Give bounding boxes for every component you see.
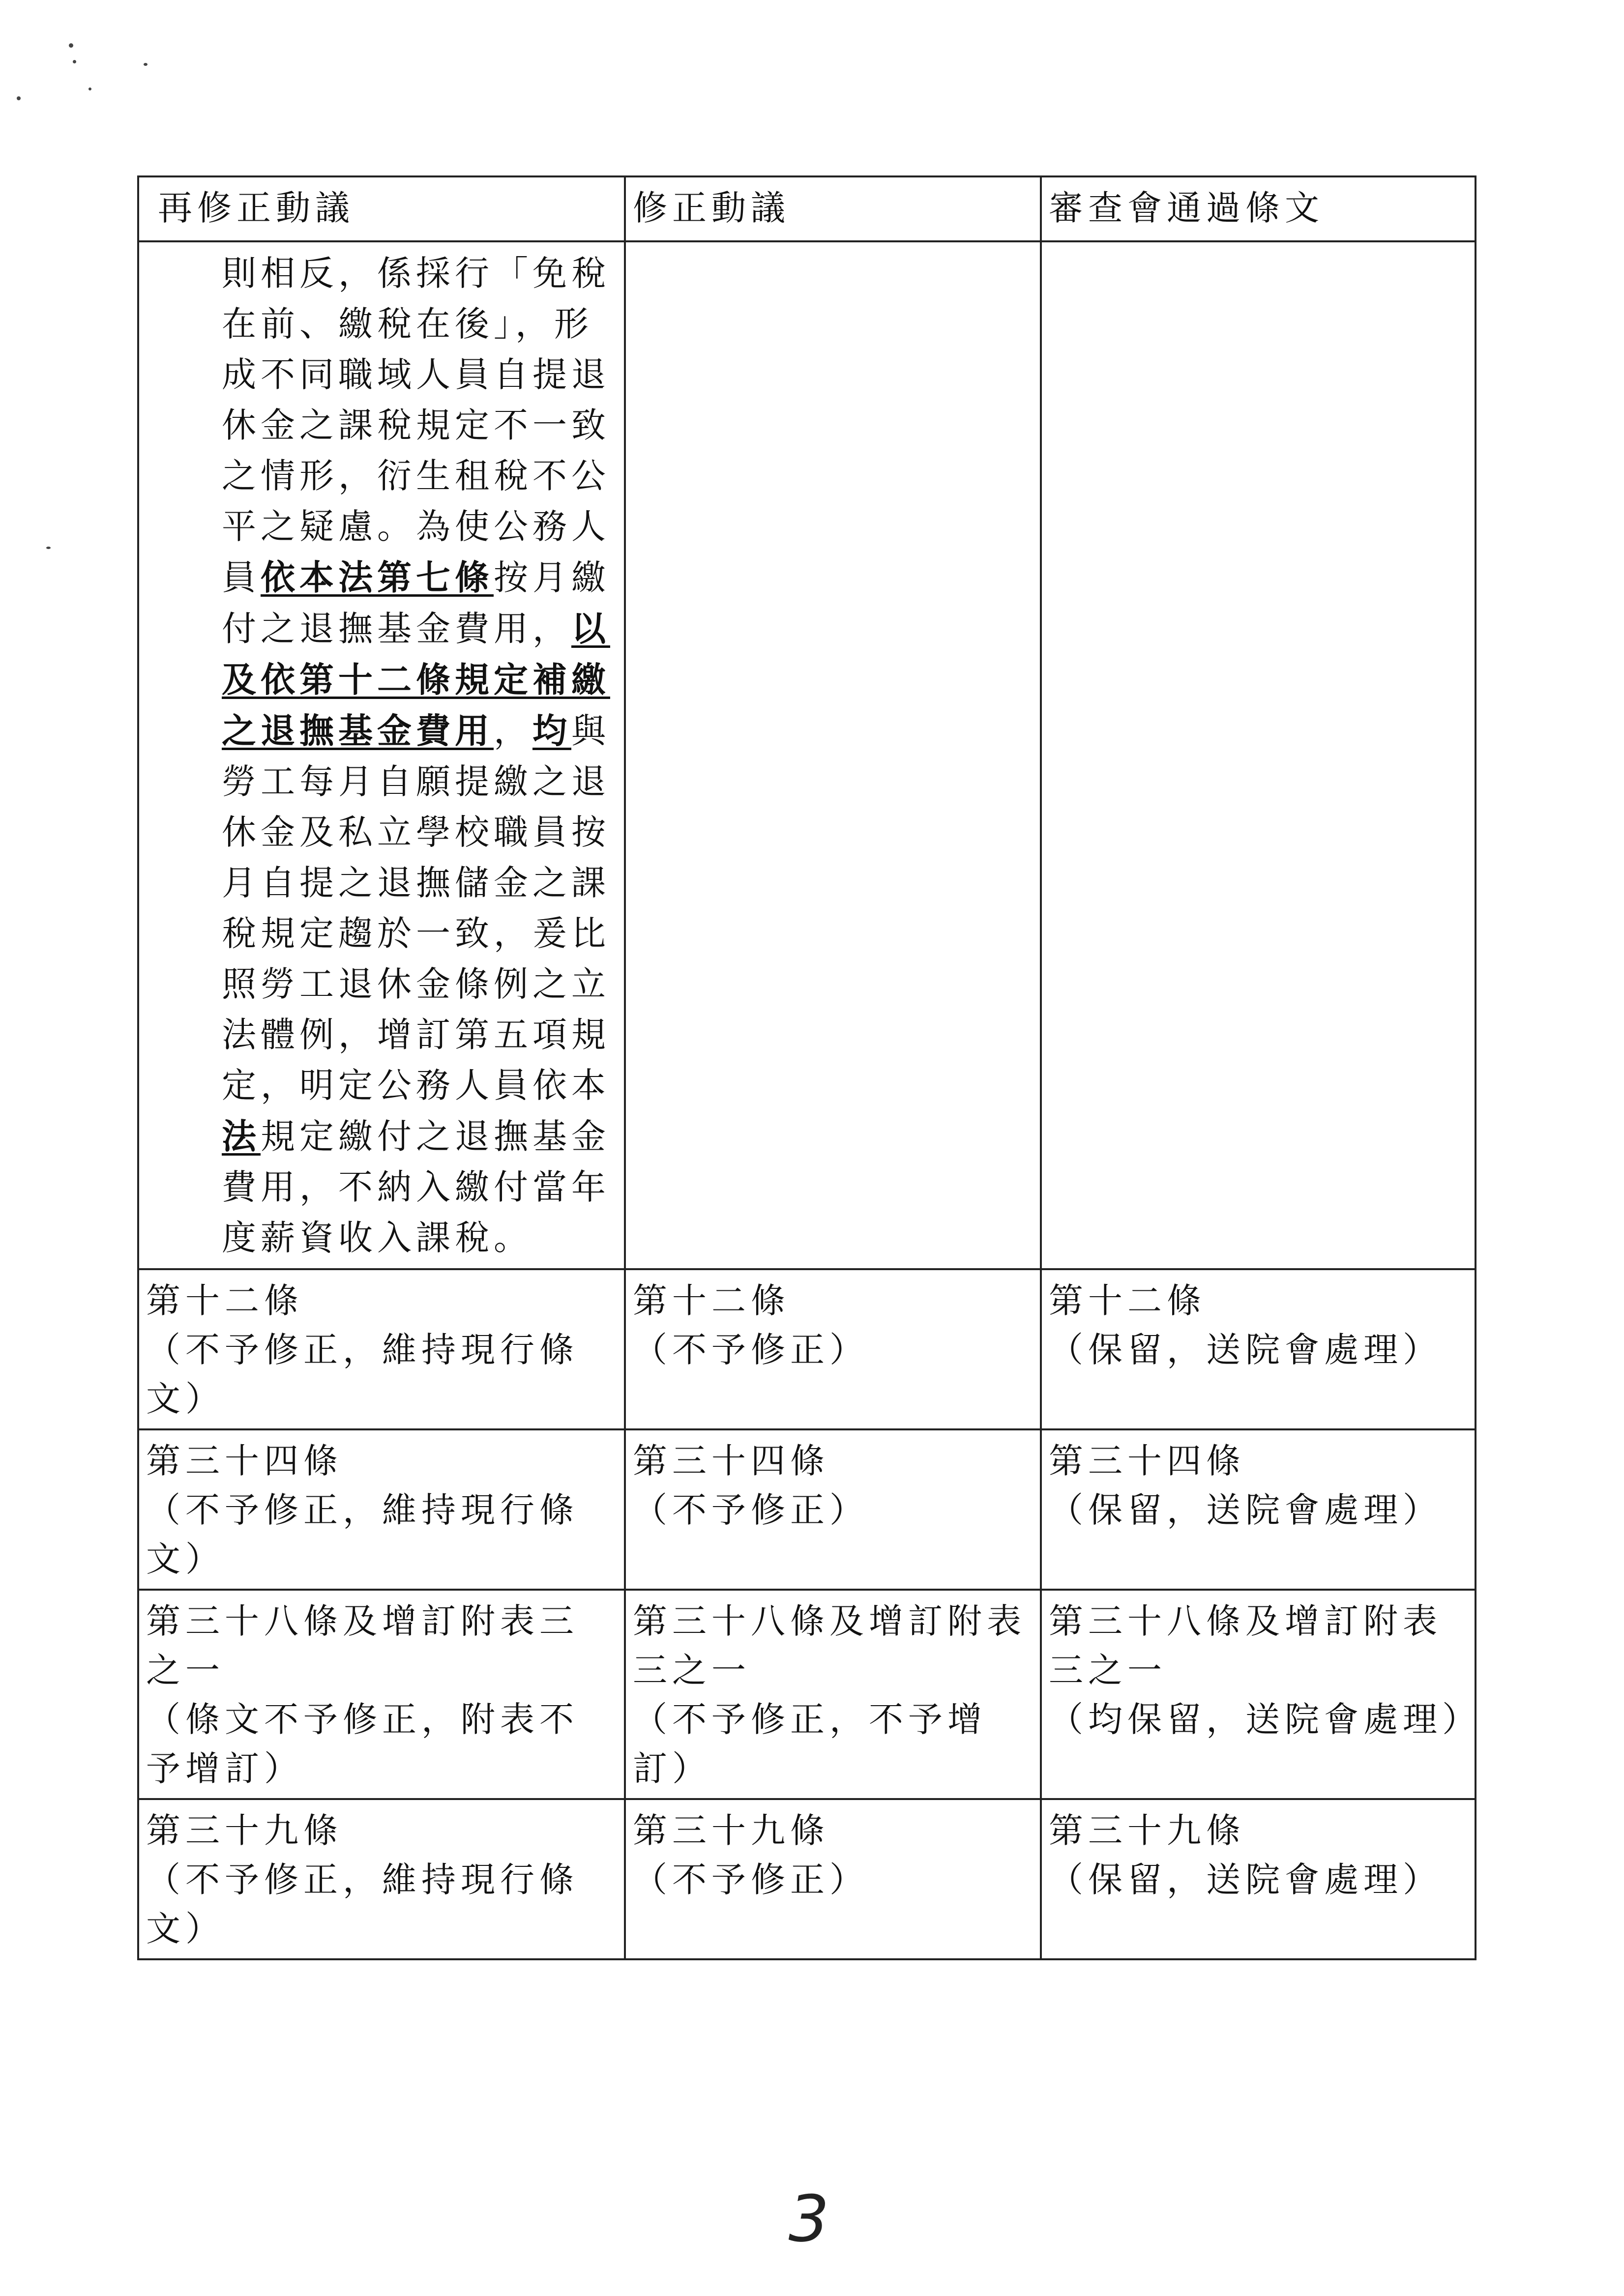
table-cell xyxy=(138,1429,625,1590)
emphasis-text: 均 xyxy=(532,710,571,751)
plain-text: 月自提之退撫儲金之課 xyxy=(222,863,610,903)
article-note: （不予修正） xyxy=(633,1860,869,1900)
explanation-line xyxy=(222,349,617,400)
plain-text: 之情形，衍生租稅不公 xyxy=(222,456,610,496)
article-note: （不予修正，不予增訂） xyxy=(633,1699,987,1789)
scan-speck xyxy=(89,87,91,90)
header-further-amendment: 再修正動議 xyxy=(138,176,625,241)
plain-text: 在前、繳稅在後」，形 xyxy=(222,304,593,344)
plain-text: ， xyxy=(494,711,532,751)
article-note: （保留，送院會處理） xyxy=(1049,1490,1442,1530)
header-amendment: 修正動議 xyxy=(625,176,1041,241)
plain-text: 照勞工退休金條例之立 xyxy=(222,964,610,1004)
article-note: （不予修正，維持現行條文） xyxy=(146,1330,579,1419)
plain-text: 則相反，係採行「免稅 xyxy=(222,253,610,293)
plain-text: 成不同職域人員自提退 xyxy=(222,354,610,395)
plain-text: 度薪資收入課稅。 xyxy=(222,1218,532,1258)
emphasis-text: 依本法第七條 xyxy=(261,557,494,598)
table-cell xyxy=(625,1269,1041,1429)
explanation-line xyxy=(222,1010,617,1060)
explanation-line xyxy=(222,603,617,654)
article-note: （均保留，送院會處理） xyxy=(1049,1699,1481,1740)
scan-speck xyxy=(69,43,73,48)
plain-text: 付之退撫基金費用， xyxy=(222,609,571,649)
empty-cell xyxy=(625,241,1041,1269)
article-note: （條文不予修正，附表不予增訂） xyxy=(146,1699,579,1789)
emphasis-text: 以 xyxy=(571,608,610,649)
explanation-line xyxy=(222,908,617,959)
table-row xyxy=(138,1799,1476,1959)
explanation-line xyxy=(222,501,617,552)
table-cell xyxy=(138,1269,625,1429)
scan-speck xyxy=(46,547,51,549)
article-note: （保留，送院會處理） xyxy=(1049,1860,1442,1900)
article-note: （不予修正） xyxy=(633,1330,869,1370)
plain-text: 按月繳 xyxy=(494,557,610,598)
explanation-line xyxy=(222,451,617,501)
explanation-line xyxy=(222,248,617,299)
plain-text: 休金之課稅規定不一致 xyxy=(222,405,610,445)
article-title: 第十二條 xyxy=(146,1280,303,1321)
article-title: 第三十八條及增訂附表三之一 xyxy=(633,1601,1026,1690)
explanation-line xyxy=(222,959,617,1010)
table-cell xyxy=(625,1590,1041,1799)
table-cell xyxy=(1041,1269,1476,1429)
header-committee-text: 審查會通過條文 xyxy=(1041,176,1476,241)
page-number: 3 xyxy=(788,2181,829,2256)
article-title: 第三十四條 xyxy=(1049,1441,1245,1481)
explanation-line xyxy=(222,1162,617,1213)
table-cell xyxy=(1041,1429,1476,1590)
explanation-line xyxy=(222,1111,617,1162)
explanation-line xyxy=(222,552,617,603)
article-title: 第三十九條 xyxy=(146,1810,343,1851)
explanation-line xyxy=(222,705,617,756)
table-row xyxy=(138,1590,1476,1799)
emphasis-text: 及依第十二條規定補繳 xyxy=(222,659,610,700)
comparison-table xyxy=(137,175,1481,1960)
table-cell xyxy=(625,1429,1041,1590)
article-title: 第十二條 xyxy=(633,1280,790,1321)
article-title: 第三十九條 xyxy=(633,1810,829,1851)
plain-text: 勞工每月自願提繳之退 xyxy=(222,761,610,802)
explanation-line xyxy=(222,1213,617,1263)
article-note: （保留，送院會處理） xyxy=(1049,1330,1442,1370)
explanation-line xyxy=(222,654,617,705)
explanation-text xyxy=(146,248,617,1263)
empty-cell xyxy=(1041,241,1476,1269)
table-cell xyxy=(1041,1799,1476,1959)
explanation-line xyxy=(222,400,617,451)
explanation-line xyxy=(222,756,617,807)
table-row xyxy=(138,1429,1476,1590)
explanation-line xyxy=(222,1060,617,1111)
explanation-row xyxy=(138,241,1476,1269)
scan-speck xyxy=(73,60,76,63)
plain-text: 員 xyxy=(222,557,261,598)
plain-text: 定，明定公務人員依本 xyxy=(222,1065,610,1105)
article-title: 第三十九條 xyxy=(1049,1810,1245,1851)
plain-text: 規定繳付之退撫基金 xyxy=(261,1116,610,1157)
table-cell xyxy=(138,1590,625,1799)
article-title: 第三十四條 xyxy=(633,1441,829,1481)
emphasis-text: 法 xyxy=(222,1116,261,1157)
article-title: 第三十八條及增訂附表三之一 xyxy=(146,1601,579,1690)
explanation-line xyxy=(222,858,617,908)
plain-text: 法體例，增訂第五項規 xyxy=(222,1015,610,1055)
emphasis-text: 之退撫基金費用 xyxy=(222,710,494,751)
article-title: 第三十四條 xyxy=(146,1441,343,1481)
article-note: （不予修正，維持現行條文） xyxy=(146,1490,579,1579)
explanation-cell xyxy=(138,241,625,1269)
plain-text: 平之疑慮。為使公務人 xyxy=(222,506,610,547)
scan-speck xyxy=(17,96,21,100)
plain-text: 稅規定趨於一致，爰比 xyxy=(222,913,610,954)
explanation-line xyxy=(222,807,617,858)
table-cell xyxy=(1041,1590,1481,1799)
article-note: （不予修正，維持現行條文） xyxy=(146,1860,579,1949)
table-row xyxy=(138,1269,1476,1429)
article-title: 第三十八條及增訂附表三之一 xyxy=(1049,1601,1442,1690)
article-title: 第十二條 xyxy=(1049,1280,1206,1321)
article-note: （不予修正） xyxy=(633,1490,869,1530)
header-row xyxy=(138,176,1476,241)
plain-text: 費用，不納入繳付當年 xyxy=(222,1167,610,1207)
plain-text: 休金及私立學校職員按 xyxy=(222,812,610,852)
scan-speck xyxy=(144,63,148,66)
explanation-line xyxy=(222,299,617,349)
plain-text: 與 xyxy=(571,711,610,751)
table-cell xyxy=(138,1799,625,1959)
table-cell xyxy=(625,1799,1041,1959)
